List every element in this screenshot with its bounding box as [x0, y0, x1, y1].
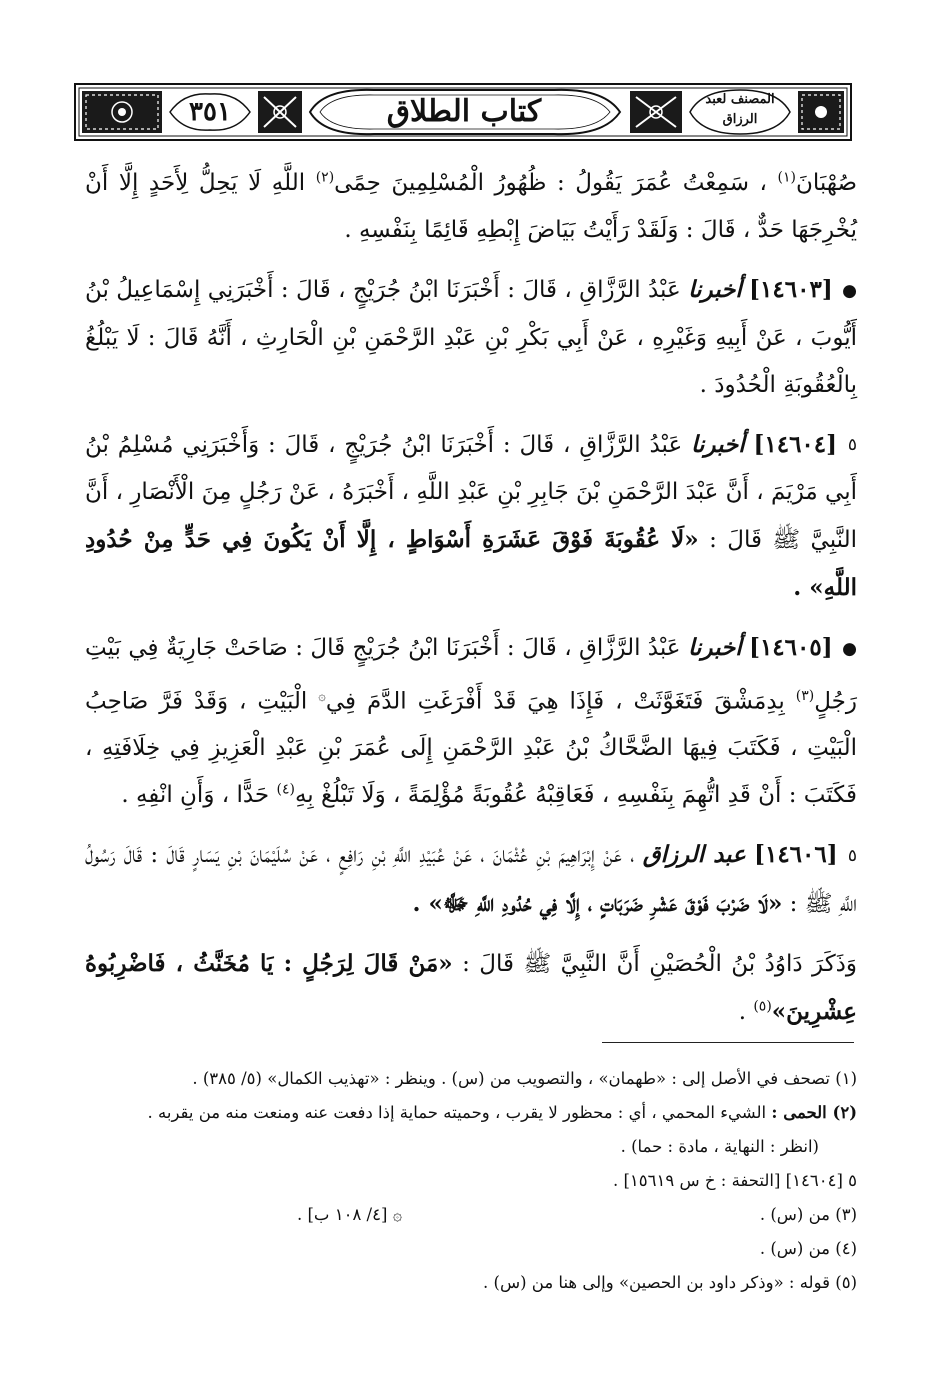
- hadith-14605: [85, 624, 857, 819]
- hadith-number: [١٤٦٠٤]: [753, 430, 838, 458]
- footnote-ref-4[interactable]: (٤): [276, 781, 295, 798]
- main-text: [85, 160, 857, 1048]
- text-run: ، سَمِعْتُ عُمَرَ يَقُولُ : ظُهُورُ الْمُسْلِمِينَ حِمًى: [334, 170, 767, 196]
- hadith-matn: «لَا عُقُوبَةَ فَوْقَ عَشَرَةِ أَسْوَاطٍ ، إِلَّا أَنْ يَكُونَ فِي حَدٍّ مِنْ حُدُودِ اللَّهِ» .: [85, 526, 857, 601]
- footnote-2-text: الشيء المحمي ، أي : محظور لا يقرب ، وحميته حماية إذا دفعت عنه ومنعت منه من يقربه .: [147, 1103, 767, 1122]
- hadith-text: عَبْدُ الرَّزَّاقِ ، قَالَ : أَخْبَرَنَا ابْنُ جُرَيْجٍ ، قَالَ : أَخْبَرَنِي إِسْمَاعِيلُ بْنُ أَيُّوبَ ، عَنْ أَبِيهِ وَغَيْرِهِ ، عَنْ أَبِي بَكْرِ بْنِ عَبْدِ الرَّحْمَنِ بْنِ الْحَارِثِ ، أَنَّهُ قَالَ : لَا يَبْلُغُ بِالْعُقُوبَةِ الْحُدُودَ .: [85, 277, 857, 398]
- hadith-text: عَبْدُ الرَّزَّاقِ ، قَالَ : أَخْبَرَنَا ابْنُ جُرَيْجٍ قَالَ : صَاحَتْ جَارِيَةٌ فِي بَيْتِ رَجُلٍ: [85, 635, 857, 715]
- hadith-marker-dot: ●: [842, 280, 858, 301]
- hadith-14604: [85, 421, 857, 613]
- hadith-text: بِدِمَشْقَ فَتَغَوَّثَتْ ، فَإِذَا هِيَ قَدْ أَفْرَغَتِ الدَّمَ فِي: [325, 688, 785, 715]
- footnote-1: (١) تصحف في الأصل إلى : «طهمان» ، والتصويب من (س) . وينظر : «تهذيب الكمال» (٥/ ٣٨٥) .: [192, 1069, 857, 1088]
- hadith-14606: [85, 831, 857, 928]
- paragraph-continuation: [85, 160, 857, 254]
- hadith-text: الْبَيْتِ ، وَقَدْ فَرَّ صَاحِبُ الْبَيْتِ ، فَكَتَبَ فِيهَا الضَّحَّاكُ بْنُ عَبْدِ الرَّحْمَنِ إِلَى عُمَرَ بْنِ عَبْدِ الْعَزِيزِ فِي خِلَافَتِهِ ، فَكَتَبَ : أَنْ قَدِ اتُّهِمَ بِنَفْسِهِ ، فَعَاقِبْهُ عُقُوبَةً مُؤْلِمَةً ، وَلَا تَبْلُغْ بِهِ: [85, 688, 857, 809]
- text-run: اللَّهِ لَا يَحِلُّ لِأَحَدٍ إِلَّا أَنْ يُخْرِجَهَا حَدٌّ ، قَالَ : وَلَقَدْ رَأَيْتُ بَيَاضَ إِبْطِهِ قَائِمًا بِنَفْسِهِ .: [85, 170, 857, 243]
- footnote-5: (٥) قوله : «وذكر داود بن الحصين» وإلى هنا من (س) .: [483, 1273, 857, 1292]
- isnad-head: عبد الرزاق: [642, 841, 746, 869]
- hadith-14603: [85, 266, 857, 409]
- footnote-2: [85, 1096, 857, 1130]
- footnote-ref-3[interactable]: (٣): [795, 687, 815, 704]
- page-header: [74, 82, 852, 142]
- footnote-2-continuation: (انظر : النهاية ، مادة : حما) .: [620, 1137, 819, 1156]
- hadith-marker-ring: ٥: [847, 435, 857, 455]
- hadith-number: [١٤٦٠٦]: [754, 841, 838, 869]
- dawud-report: [85, 940, 857, 1036]
- book-logo-seal: [692, 90, 788, 134]
- hadith-marker-dot: ●: [842, 638, 858, 659]
- report-text: وَذَكَرَ دَاوُدُ بْنُ الْحُصَيْنِ أَنَّ النَّبِيَّ ﷺ قَالَ :: [462, 950, 858, 977]
- hadith-number: [١٤٦٠٣]: [749, 276, 833, 303]
- chapter-title: كتاب الطلاق: [386, 94, 542, 129]
- footnote-ref-5[interactable]: (٥): [753, 998, 772, 1014]
- footnote-ref-1[interactable]: (١): [777, 169, 797, 186]
- hadith-text: عَبْدُ الرَّزَّاقِ ، قَالَ : أَخْبَرَنَا ابْنُ جُرَيْجٍ ، قَالَ : وَأَخْبَرَنِي مُسْلِمُ بْنُ أَبِي مَرْيَمَ ، أَنَّ عَبْدَ الرَّحْمَنِ بْنَ جَابِرِ بْنِ عَبْدِ اللَّهِ ، أَخْبَرَهُ ، عَنْ رَجُلٍ مِنَ الْأَنْصَارِ ، أَنَّ النَّبِيَّ ﷺ قَالَ :: [85, 431, 857, 553]
- folio-flower-icon: ۞: [318, 688, 326, 704]
- hadith-text: ، عَنْ إِبْرَاهِيمَ بْنِ عُثْمَانَ ، عَنْ عُبَيْدِ اللَّهِ بْنِ رَافِعٍ ، عَنْ سُلَيْمَانَ بْنِ يَسَارٍ قَالَ : قَالَ رَسُولُ اللَّهِ ﷺ :: [85, 842, 857, 917]
- hadith-matn: «لَا ضَرْبَ فَوْقَ عَشْرِ ضَرَبَاتٍ ، إِلَّا فِي حُدُودِ اللَّهِ ﷻ» .: [412, 889, 783, 917]
- hadith-text: حَدًّا ، وَأَنِ انْفِهِ .: [121, 782, 270, 809]
- footnote-separator: [602, 1042, 854, 1043]
- page-number: ٣٥١: [189, 97, 231, 127]
- book-logo-text: المصنف لعبد الرزاق: [705, 92, 775, 127]
- text-run: صُهْبَانَ: [796, 170, 857, 196]
- report-matn: «مَنْ قَالَ لِرَجُلٍ : يَا مُخَنَّثُ ، فَاضْرِبُوهُ عِشْرِينَ»: [85, 949, 857, 1025]
- footnote-4: (٤) من (س) .: [759, 1239, 857, 1258]
- report-end: .: [738, 998, 746, 1025]
- footnotes: [85, 1062, 857, 1300]
- footnote-3-row: [297, 1198, 857, 1232]
- footnote-3: (٣) من (س) .: [759, 1205, 857, 1224]
- takhrij-note: ٥ [١٤٦٠٤] [التحفة : خ س ١٥٦١٩] .: [612, 1171, 857, 1190]
- isnad-head: أخبرنا: [688, 276, 742, 303]
- folio-note: ۞ [٤/ ١٠٨ ب] .: [297, 1205, 403, 1224]
- isnad-head: أخبرنا: [687, 634, 742, 661]
- isnad-head: أخبرنا: [691, 430, 745, 458]
- footnote-2-label: (٢) الحمى :: [771, 1103, 857, 1122]
- footnote-ref-2[interactable]: (٢): [315, 169, 335, 186]
- hadith-marker-ring: ٥: [847, 845, 858, 866]
- hadith-number: [١٤٦٠٥]: [749, 634, 833, 661]
